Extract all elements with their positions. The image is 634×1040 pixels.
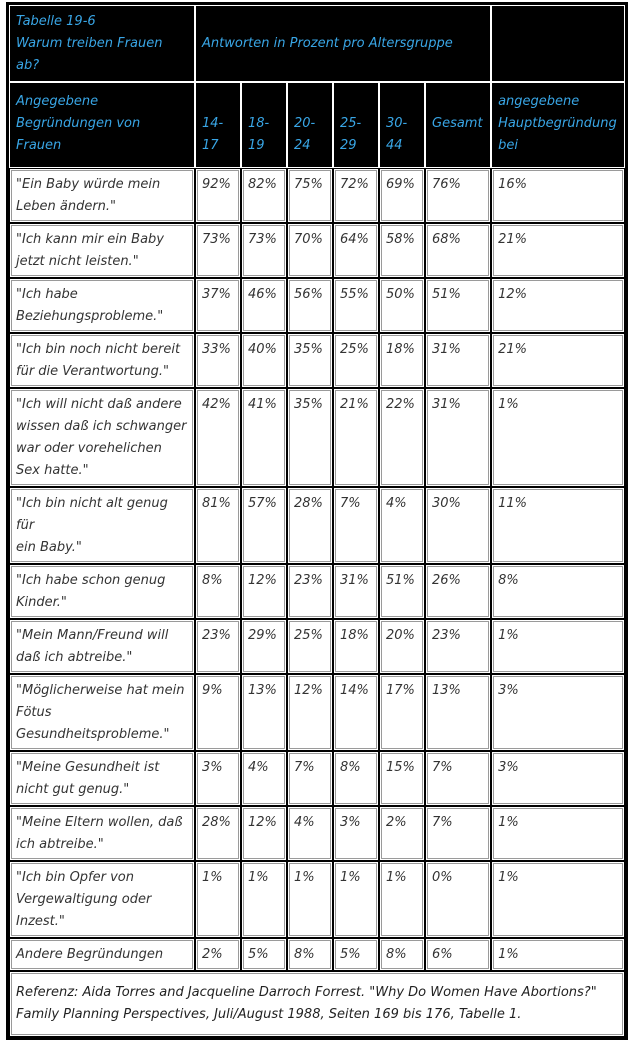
header-main-reason-line: angegebene [498,94,580,109]
header-age-1-line: 19 [248,138,265,153]
reason-cell [9,861,195,938]
value-cell-age-0: 33% [195,333,241,388]
total-cell: 31% [425,333,491,388]
value-cell-age-0: 8% [195,564,241,619]
value-cell-age-1: 57% [241,487,287,564]
table-row [9,861,625,938]
total-cell: 23% [425,619,491,674]
value-cell-age-3: 14% [333,674,379,751]
header-age-0 [195,82,241,168]
value-cell-age-3: 55% [333,278,379,333]
main-reason-cell: 3% [491,751,625,806]
reason-line: "Möglicherweise hat mein [16,683,185,698]
header-reasons-line: Frauen [16,138,62,153]
header-age-4 [379,82,425,168]
value-cell-age-4: 20% [379,619,425,674]
value-cell-age-3: 3% [333,806,379,861]
reason-line: jetzt nicht leisten." [16,254,139,269]
value-cell-age-1: 4% [241,751,287,806]
value-cell-age-4: 8% [379,938,425,971]
value-cell-age-3: 64% [333,223,379,278]
header-age-2 [287,82,333,168]
reason-line: für die Verantwortung." [16,364,169,379]
header-age-2-line: 20- [294,116,316,131]
header-reasons [9,82,195,168]
total-cell: 6% [425,938,491,971]
header-main-reason-line: Hauptbegründung [498,116,617,131]
total-cell: 7% [425,751,491,806]
reason-line: Kinder." [16,595,67,610]
value-cell-age-1: 5% [241,938,287,971]
reason-line: Sex hatte." [16,463,89,478]
value-cell-age-2: 12% [287,674,333,751]
value-cell-age-0: 73% [195,223,241,278]
total-cell: 26% [425,564,491,619]
table-row [9,278,625,333]
value-cell-age-0: 28% [195,806,241,861]
value-cell-age-1: 82% [241,168,287,223]
header-age-0-line: 17 [202,138,219,153]
value-cell-age-3: 25% [333,333,379,388]
header-empty-cell [491,5,625,82]
table-row [9,487,625,564]
value-cell-age-2: 4% [287,806,333,861]
total-cell: 68% [425,223,491,278]
main-reason-cell: 1% [491,388,625,487]
header-age-1 [241,82,287,168]
value-cell-age-3: 7% [333,487,379,564]
table-row [9,564,625,619]
value-cell-age-1: 12% [241,564,287,619]
header-age-2-line: 24 [294,138,311,153]
table-row [9,674,625,751]
value-cell-age-0: 23% [195,619,241,674]
value-cell-age-4: 51% [379,564,425,619]
value-cell-age-1: 29% [241,619,287,674]
reason-cell [9,751,195,806]
reason-line: ich abtreibe." [16,837,104,852]
value-cell-age-4: 22% [379,388,425,487]
value-cell-age-1: 13% [241,674,287,751]
value-cell-age-0: 81% [195,487,241,564]
main-reason-cell: 8% [491,564,625,619]
reason-line: Beziehungsprobleme." [16,309,164,324]
total-cell: 31% [425,388,491,487]
reason-line: war oder vorehelichen [16,441,162,456]
reason-line: "Ich will nicht daß andere [16,397,182,412]
value-cell-age-4: 4% [379,487,425,564]
table-row [9,619,625,674]
header-age-3-line: 29 [340,138,357,153]
reason-line: Vergewaltigung oder [16,892,152,907]
header-total: Gesamt [425,82,491,168]
value-cell-age-0: 92% [195,168,241,223]
value-cell-age-1: 1% [241,861,287,938]
reason-line: ein Baby." [16,540,82,555]
value-cell-age-2: 1% [287,861,333,938]
reason-cell [9,168,195,223]
total-cell: 7% [425,806,491,861]
value-cell-age-2: 7% [287,751,333,806]
reason-cell [9,564,195,619]
main-reason-cell: 21% [491,333,625,388]
value-cell-age-3: 72% [333,168,379,223]
reference-line: Family Planning Perspectives, Juli/August 1988, Seiten 169 bis 176, Tabelle 1. [16,1007,522,1022]
table-row [9,333,625,388]
header-row-1 [9,5,625,82]
value-cell-age-2: 8% [287,938,333,971]
value-cell-age-3: 1% [333,861,379,938]
value-cell-age-2: 35% [287,333,333,388]
reason-line: "Ich kann mir ein Baby [16,232,165,247]
reason-line: "Ich habe schon genug [16,573,166,588]
reference-row [9,971,625,1037]
value-cell-age-1: 40% [241,333,287,388]
value-cell-age-3: 18% [333,619,379,674]
value-cell-age-4: 15% [379,751,425,806]
value-cell-age-1: 73% [241,223,287,278]
table-container [6,2,628,1040]
value-cell-age-4: 17% [379,674,425,751]
table-title-line: Warum treiben Frauen [16,36,163,51]
table-row [9,168,625,223]
value-cell-age-1: 12% [241,806,287,861]
value-cell-age-2: 56% [287,278,333,333]
reason-cell [9,333,195,388]
table-title-line: Tabelle 19-6 [16,14,96,29]
value-cell-age-2: 75% [287,168,333,223]
value-cell-age-0: 37% [195,278,241,333]
reason-line: daß ich abtreibe." [16,650,133,665]
reason-cell [9,223,195,278]
reason-line: "Ich bin Opfer von [16,870,134,885]
reason-line: "Meine Eltern wollen, daß [16,815,183,830]
reason-cell [9,278,195,333]
header-age-3 [333,82,379,168]
value-cell-age-1: 46% [241,278,287,333]
total-cell: 76% [425,168,491,223]
value-cell-age-2: 25% [287,619,333,674]
reason-line: Inzest." [16,914,65,929]
value-cell-age-4: 1% [379,861,425,938]
header-row-2 [9,82,625,168]
main-reason-cell: 1% [491,806,625,861]
reason-line: Leben ändern." [16,199,117,214]
value-cell-age-3: 31% [333,564,379,619]
table-row [9,388,625,487]
value-cell-age-3: 8% [333,751,379,806]
value-cell-age-3: 21% [333,388,379,487]
header-main-reason [491,82,625,168]
total-cell: 30% [425,487,491,564]
main-reason-cell: 1% [491,619,625,674]
header-main-reason-line: bei [498,138,518,153]
value-cell-age-3: 5% [333,938,379,971]
main-reason-cell: 3% [491,674,625,751]
reason-line: nicht gut genug." [16,782,130,797]
table-row [9,751,625,806]
header-age-3-line: 25- [340,116,362,131]
reason-cell [9,487,195,564]
main-reason-cell: 1% [491,938,625,971]
table-row [9,223,625,278]
value-cell-age-4: 69% [379,168,425,223]
value-cell-age-2: 23% [287,564,333,619]
reason-line: wissen daß ich schwanger [16,419,187,434]
value-cell-age-0: 9% [195,674,241,751]
value-cell-age-4: 18% [379,333,425,388]
abortion-reasons-table [6,2,628,1040]
reference-text [9,971,625,1037]
value-cell-age-4: 50% [379,278,425,333]
value-cell-age-0: 42% [195,388,241,487]
reason-line: Gesundheitsprobleme." [16,727,170,742]
reference-line: Referenz: Aida Torres and Jacqueline Darroch Forrest. "Why Do Women Have Abortions?" [16,985,597,1000]
total-cell: 13% [425,674,491,751]
reason-cell [9,674,195,751]
main-reason-cell: 16% [491,168,625,223]
table-title-line: ab? [16,58,40,73]
table-row [9,938,625,971]
table-title [9,5,195,82]
main-reason-cell: 12% [491,278,625,333]
reason-line: Fötus [16,705,52,720]
value-cell-age-2: 28% [287,487,333,564]
reason-line: "Ich habe [16,287,78,302]
header-group-label: Antworten in Prozent pro Altersgruppe [195,5,491,82]
value-cell-age-1: 41% [241,388,287,487]
reason-cell [9,806,195,861]
value-cell-age-2: 70% [287,223,333,278]
total-cell: 51% [425,278,491,333]
value-cell-age-0: 3% [195,751,241,806]
table-row [9,806,625,861]
reason-cell [9,388,195,487]
value-cell-age-4: 2% [379,806,425,861]
reason-line: "Ich bin nicht alt genug für [16,496,168,533]
reason-line: "Ein Baby würde mein [16,177,161,192]
reason-cell [9,619,195,674]
main-reason-cell: 21% [491,223,625,278]
reason-line: "Ich bin noch nicht bereit [16,342,181,357]
total-cell: 0% [425,861,491,938]
main-reason-cell: 11% [491,487,625,564]
header-reasons-line: Angegebene [16,94,99,109]
value-cell-age-4: 58% [379,223,425,278]
main-reason-cell: 1% [491,861,625,938]
header-age-4-line: 30- [386,116,408,131]
header-age-0-line: 14- [202,116,224,131]
reason-cell [9,938,195,971]
header-reasons-line: Begründungen von [16,116,141,131]
value-cell-age-0: 2% [195,938,241,971]
reason-line: "Mein Mann/Freund will [16,628,169,643]
value-cell-age-2: 35% [287,388,333,487]
header-age-4-line: 44 [386,138,403,153]
reason-line: Andere Begründungen [16,947,164,962]
value-cell-age-0: 1% [195,861,241,938]
reason-line: "Meine Gesundheit ist [16,760,160,775]
header-age-1-line: 18- [248,116,270,131]
